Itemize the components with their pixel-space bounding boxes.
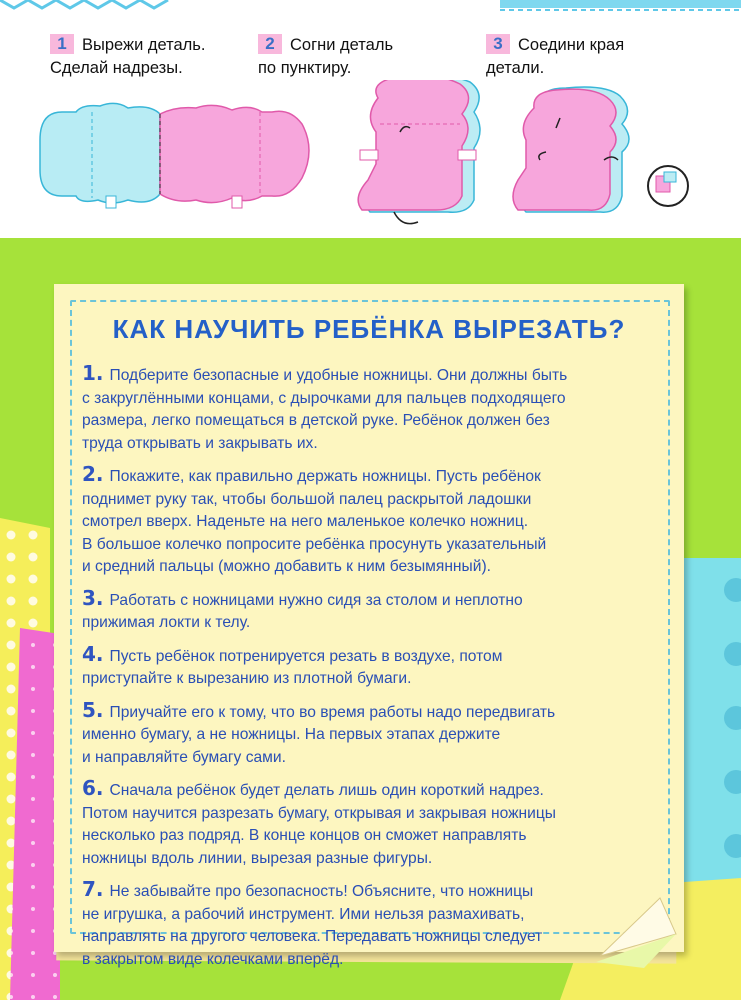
tip-line <box>82 878 642 904</box>
tip-line <box>82 362 642 388</box>
tip-line <box>82 803 642 826</box>
top-decoration <box>0 0 741 12</box>
tip-item <box>82 587 642 635</box>
tip-text: с закруглёнными концами, с дырочками для пальцев подходящего <box>82 389 566 407</box>
tip-item <box>82 362 642 455</box>
tip-line <box>82 699 642 725</box>
page-title: КАК НАУЧИТЬ РЕБЁНКА ВЫРЕЗАТЬ? <box>112 314 626 344</box>
tip-line <box>82 534 642 557</box>
tip-line <box>82 463 642 489</box>
tip-line <box>82 926 642 949</box>
tip-number: 4. <box>82 641 104 666</box>
tip-line <box>82 747 642 770</box>
step-1 <box>50 34 205 80</box>
tip-line <box>82 904 642 927</box>
tip-line <box>82 489 642 512</box>
tip-text: Работать с ножницами нужно сидя за столом и неплотно <box>109 591 523 609</box>
tip-line <box>82 388 642 411</box>
step-text: по пунктиру. <box>258 59 352 77</box>
tip-text: в закрытом виде колечками вперёд. <box>82 950 344 968</box>
tip-line <box>82 724 642 747</box>
tip-text: Не забывайте про безопасность! Объясните, что ножницы <box>109 883 534 900</box>
step-3 <box>486 34 624 80</box>
tip-text: не игрушка, а рабочий инструмент. Ими нельзя размахивать, <box>82 905 525 923</box>
tip-text: труда открывать и закрывать их. <box>82 434 318 452</box>
step-text: детали. <box>486 59 545 77</box>
step-text: Согни деталь <box>290 36 394 54</box>
tip-line <box>82 587 642 613</box>
tip-item <box>82 463 642 579</box>
tip-item <box>82 643 642 691</box>
tip-text: и направляйте бумагу сами. <box>82 748 286 766</box>
tip-text: размера, легко помещаться в детской руке. Ребёнок должен без <box>82 412 550 429</box>
unfolded-detail-illustration <box>40 103 309 208</box>
tip-line <box>82 433 642 456</box>
step-text: Вырежи деталь. <box>82 36 206 54</box>
tip-number: 7. <box>82 877 104 901</box>
step-text: Сделай надрезы. <box>50 59 183 77</box>
tip-line <box>82 612 642 635</box>
tip-text: и средний пальцы (можно добавить к ним безымянный). <box>82 558 491 575</box>
tip-text: Сначала ребёнок будет делать лишь один короткий надрез. <box>109 782 544 799</box>
tip-number: 1. <box>82 361 104 385</box>
tip-line <box>82 949 642 972</box>
tip-line <box>82 777 642 803</box>
tip-text: Пусть ребёнок потренируется резать в воздухе, потом <box>109 647 503 665</box>
step-text: Соедини края <box>518 36 625 54</box>
folded-corner-decoration <box>590 890 690 970</box>
tip-text: Потом научится разрезать бумагу, открывая и закрывая ножницы <box>82 804 556 822</box>
tip-number: 5. <box>82 697 104 722</box>
tip-item <box>82 878 642 971</box>
tip-text: Приучайте его к тому, что во время работы надо передвигать <box>109 703 556 721</box>
tip-number: 6. <box>82 776 104 800</box>
tip-item <box>82 777 642 870</box>
instructions-panel <box>0 0 741 238</box>
step-number: 2 <box>258 34 282 54</box>
tip-text: смотрел вверх. Наденьте на него маленькое колечко ножниц. <box>82 513 529 530</box>
tip-item <box>82 699 642 770</box>
tip-line <box>82 825 642 848</box>
tip-text: прижимая локти к телу. <box>82 614 251 631</box>
step-illustrations <box>0 80 741 238</box>
tip-text: несколько раз подряд. В конце концов он сможет направлять <box>82 827 527 844</box>
tip-number: 2. <box>82 462 104 486</box>
tip-line <box>82 848 642 871</box>
tip-line <box>82 410 642 433</box>
step-2 <box>258 34 393 80</box>
folded-detail-illustration <box>358 80 480 224</box>
tip-line <box>82 556 642 579</box>
tip-line <box>82 668 642 691</box>
tip-text: ножницы вдоль линии, вырезая разные фигуры. <box>82 849 433 867</box>
tip-line <box>82 643 642 669</box>
tip-text: поднимет руку так, чтобы большой палец раскрытой ладошки <box>82 490 532 508</box>
step-number: 3 <box>486 34 510 54</box>
tip-text: направлять на другого человека. Передавать ножницы следует <box>82 928 543 945</box>
tip-text: именно бумагу, а не ножницы. На первых этапах держите <box>82 726 501 743</box>
tip-line <box>82 511 642 534</box>
tip-number: 3. <box>82 585 104 610</box>
tips-list <box>82 362 642 979</box>
tip-text: Подберите безопасные и удобные ножницы. Они должны быть <box>109 367 568 384</box>
tip-text: приступайте к вырезанию из плотной бумаги. <box>82 670 412 687</box>
joined-detail-illustration <box>513 87 688 212</box>
tip-text: В большое колечко попросите ребёнка просунуть указательный <box>82 535 547 553</box>
step-number: 1 <box>50 34 74 54</box>
tip-text: Покажите, как правильно держать ножницы. Пусть ребёнок <box>109 468 541 485</box>
